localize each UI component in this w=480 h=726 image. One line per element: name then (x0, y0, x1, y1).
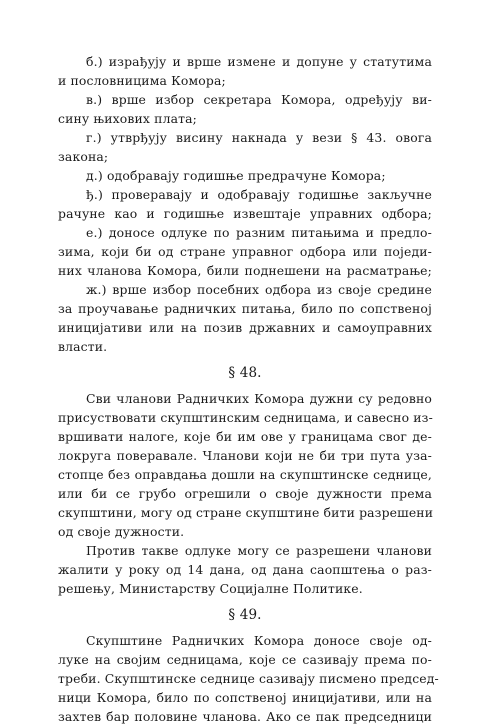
section-heading-49: § 49. (228, 607, 262, 623)
section-48-body (58, 389, 432, 598)
text-line: вршивати налоге, које би им ове у границама свог де- (58, 429, 432, 444)
document-page (58, 52, 439, 726)
text-line: зима, који би од стране управног одбора или поједи- (58, 244, 432, 259)
text-line: Против такве одлуке могу се разрешени чланови (86, 543, 432, 558)
text-line: скупштини, могу од стране скупштине бити разрешени (58, 505, 434, 520)
text-line: ж.) врше избор посебних одбора из своје средине (86, 282, 432, 297)
text-line: за проучавање радничких питања, било по сопственој (58, 301, 432, 316)
section-47-list (58, 52, 432, 356)
text-line: д.) одобравају годишње предрачуне Комора; (86, 168, 386, 183)
text-line: в.) врше избор секретара Комора, одређују ви- (86, 92, 432, 107)
text-line: Сви чланови Радничких Комора дужни су редовно (86, 391, 432, 406)
text-line: власти. (58, 339, 108, 354)
text-line: или би се грубо огрешили о своје дужности према (58, 486, 432, 501)
text-line: луке на својим седницама, које се сазивају према по- (58, 652, 432, 667)
text-line: закона; (58, 149, 109, 164)
section-heading-48: § 48. (228, 365, 262, 381)
text-line: присуствовати скупштинским седницама, и савесно из- (58, 410, 433, 425)
text-line: рачуне као и годишње извештаје управних одбора; (58, 206, 432, 221)
text-line: иницијативи или на позив државних и самоуправних (58, 320, 432, 335)
text-line: захтев бар половине чланова. Ако се пак председници (58, 709, 432, 724)
text-line: сину њихових плата; (58, 111, 197, 126)
text-line: г.) утврђују висину накнада у вези § 43. овога (86, 130, 432, 145)
text-line: треби. Скупштинске седнице сазивају писмено председ- (58, 671, 439, 686)
text-line: е.) доносе одлуке по разним питањима и предло- (86, 225, 432, 240)
text-line: б.) израђују и врше измене и допуне у статутима (86, 54, 432, 69)
text-line: и пословницима Комора; (58, 73, 226, 88)
text-line: решењу, Министарству Социјалне Политике. (58, 581, 363, 596)
text-line: ници Комора, било по сопственој иницијативи, или на (58, 690, 432, 705)
text-line: од своје дужности. (58, 524, 185, 539)
text-line: них чланова Комора, били поднешени на расматрање; (58, 263, 432, 278)
text-line: стопце без оправдања дошли на скупштинске седнице, (58, 467, 432, 482)
text-line: ђ.) проверавају и одобравају годишње закључне (86, 187, 432, 202)
text-line: Скупштине Радничких Комора доносе своје од- (86, 633, 432, 648)
text-line: локруга поверавале. Чланови који не би три пута уза- (58, 448, 432, 463)
text-line: жалити у року од 14 дана, од дана саопштења о раз- (58, 562, 432, 577)
